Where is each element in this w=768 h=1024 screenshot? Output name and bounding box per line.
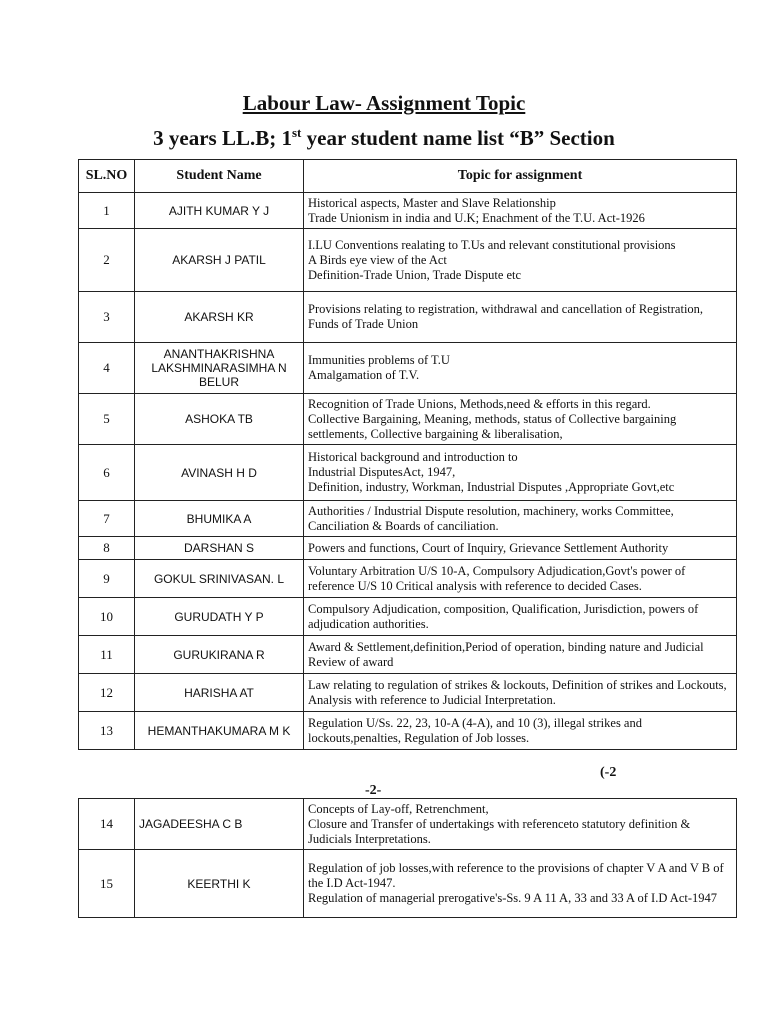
topic-line: Amalgamation of T.V. bbox=[308, 368, 420, 382]
topic-line: Definition, industry, Workman, Industrial Disputes ,Appropriate Govt,etc bbox=[308, 480, 675, 494]
table-row bbox=[79, 501, 737, 537]
assignment-table-page2 bbox=[78, 798, 737, 918]
table-row bbox=[79, 712, 737, 750]
row-student-name: AVINASH H D bbox=[135, 445, 304, 501]
row-sl: 15 bbox=[79, 850, 135, 918]
row-topic bbox=[304, 292, 737, 343]
row-sl: 3 bbox=[79, 292, 135, 343]
page-number: -2- bbox=[365, 783, 382, 798]
row-student-name: ASHOKA TB bbox=[135, 394, 304, 445]
row-student-name: HARISHA AT bbox=[135, 674, 304, 712]
row-sl: 7 bbox=[79, 501, 135, 537]
row-sl: 1 bbox=[79, 193, 135, 229]
row-sl: 5 bbox=[79, 394, 135, 445]
assignment-table bbox=[78, 159, 737, 750]
topic-line: Concepts of Lay-off, Retrenchment, bbox=[308, 801, 489, 816]
row-topic bbox=[304, 560, 737, 598]
topic-line: Recognition of Trade Unions, Methods,need & efforts in this regard. bbox=[308, 396, 651, 411]
topic-line: Funds of Trade Union bbox=[308, 317, 419, 331]
table-row bbox=[79, 560, 737, 598]
topic-line: Provisions relating to registration, withdrawal and cancellation of Registration, bbox=[308, 302, 704, 316]
topic-line: Historical aspects, Master and Slave Relationship bbox=[308, 195, 556, 210]
row-topic bbox=[304, 193, 737, 229]
row-student-name: GURUDATH Y P bbox=[135, 598, 304, 636]
topic-line: Authorities / Industrial Dispute resolution, machinery, works Committee, Canciliation & Boards of canciliation. bbox=[308, 503, 674, 533]
table-row bbox=[79, 193, 737, 229]
row-sl: 8 bbox=[79, 537, 135, 560]
row-topic bbox=[304, 501, 737, 537]
topic-line: Law relating to regulation of strikes & lockouts, Definition of strikes and Lockouts, Analysis with reference to Judicial Interpretation. bbox=[308, 677, 727, 707]
table-row bbox=[79, 850, 737, 918]
row-topic bbox=[304, 537, 737, 560]
row-topic bbox=[304, 636, 737, 674]
subtitle-sup: st bbox=[291, 125, 302, 140]
row-topic bbox=[304, 799, 737, 850]
table-row bbox=[79, 537, 737, 560]
topic-line: Industrial DisputesAct, 1947, bbox=[308, 465, 456, 479]
row-topic bbox=[304, 394, 737, 445]
row-student-name: DARSHAN S bbox=[135, 537, 304, 560]
row-sl: 12 bbox=[79, 674, 135, 712]
table-row bbox=[79, 674, 737, 712]
row-student-name: ANANTHAKRISHNA LAKSHMINARASIMHA N BELUR bbox=[135, 343, 304, 394]
topic-line: Definition-Trade Union, Trade Dispute etc bbox=[308, 267, 522, 282]
table-row bbox=[79, 343, 737, 394]
row-sl: 4 bbox=[79, 343, 135, 394]
table-row bbox=[79, 799, 737, 850]
topic-line: Regulation of managerial prerogative's-Ss. 9 A 11 A, 33 and 33 A of I.D Act-1947 bbox=[308, 891, 718, 905]
row-sl: 13 bbox=[79, 712, 135, 750]
table-row bbox=[79, 636, 737, 674]
row-topic bbox=[304, 712, 737, 750]
table-header-row bbox=[79, 160, 737, 193]
topic-line: Regulation of job losses,with reference to the provisions of chapter V A and V B of the I.D Act-1947. bbox=[308, 861, 724, 890]
row-student-name: GOKUL SRINIVASAN. L bbox=[135, 560, 304, 598]
topic-line: A Birds eye view of the Act bbox=[308, 252, 447, 267]
topic-line: I.LU Conventions realating to T.Us and relevant constitutional provisions bbox=[308, 237, 676, 252]
table-row bbox=[79, 445, 737, 501]
row-topic bbox=[304, 850, 737, 918]
topic-line: Historical background and introduction to bbox=[308, 450, 518, 464]
row-topic bbox=[304, 674, 737, 712]
row-topic bbox=[304, 343, 737, 394]
row-sl: 6 bbox=[79, 445, 135, 501]
header-sl: SL.NO bbox=[79, 160, 135, 193]
row-sl: 2 bbox=[79, 229, 135, 292]
row-student-name: JAGADEESHA C B bbox=[135, 799, 304, 850]
row-student-name: GURUKIRANA R bbox=[135, 636, 304, 674]
row-student-name: AJITH KUMAR Y J bbox=[135, 193, 304, 229]
document-title: Labour Law- Assignment Topic bbox=[242, 91, 526, 115]
row-student-name: AKARSH J PATIL bbox=[135, 229, 304, 292]
topic-line: Powers and functions, Court of Inquiry, Grievance Settlement Authority bbox=[308, 540, 669, 555]
topic-line: Compulsory Adjudication, composition, Qualification, Jurisdiction, powers of adjudication authorities. bbox=[308, 601, 699, 631]
document-subtitle bbox=[0, 125, 768, 151]
row-topic bbox=[304, 229, 737, 292]
table-row bbox=[79, 598, 737, 636]
topic-line: Award & Settlement,definition,Period of operation, binding nature and Judicial Review of award bbox=[308, 639, 704, 669]
topic-line: Regulation U/Ss. 22, 23, 10-A (4-A), and 10 (3), illegal strikes and lockouts,penalties, Regulation of Job losses. bbox=[308, 715, 642, 745]
continued-marker: (-2 bbox=[600, 765, 617, 780]
row-sl: 11 bbox=[79, 636, 135, 674]
header-student-name: Student Name bbox=[135, 160, 304, 193]
topic-line: Closure and Transfer of undertakings with referenceto statutory definition & Judicials Interpretations. bbox=[308, 816, 691, 846]
row-sl: 14 bbox=[79, 799, 135, 850]
table-row bbox=[79, 229, 737, 292]
table-row bbox=[79, 292, 737, 343]
subtitle-pre: 3 years LL.B; 1 bbox=[153, 126, 292, 150]
row-student-name: KEERTHI K bbox=[135, 850, 304, 918]
subtitle-post: year student name list “B” Section bbox=[301, 126, 615, 150]
row-student-name: AKARSH KR bbox=[135, 292, 304, 343]
topic-line: Immunities problems of T.U bbox=[308, 353, 450, 367]
topic-line: Trade Unionism in india and U.K; Enachment of the T.U. Act-1926 bbox=[308, 210, 645, 225]
topic-line: Voluntary Arbitration U/S 10-A, Compulsory Adjudication,Govt's power of reference U/S 10 Critical analysis with reference to decided Cases. bbox=[308, 563, 686, 593]
row-student-name: HEMANTHAKUMARA M K bbox=[135, 712, 304, 750]
row-student-name: BHUMIKA A bbox=[135, 501, 304, 537]
row-topic bbox=[304, 598, 737, 636]
topic-line: Collective Bargaining, Meaning, methods, status of Collective bargaining settlements, Collective bargaining & liberalisation, bbox=[308, 411, 677, 441]
row-sl: 10 bbox=[79, 598, 135, 636]
row-sl: 9 bbox=[79, 560, 135, 598]
row-topic bbox=[304, 445, 737, 501]
header-topic: Topic for assignment bbox=[304, 160, 737, 193]
table-row bbox=[79, 394, 737, 445]
